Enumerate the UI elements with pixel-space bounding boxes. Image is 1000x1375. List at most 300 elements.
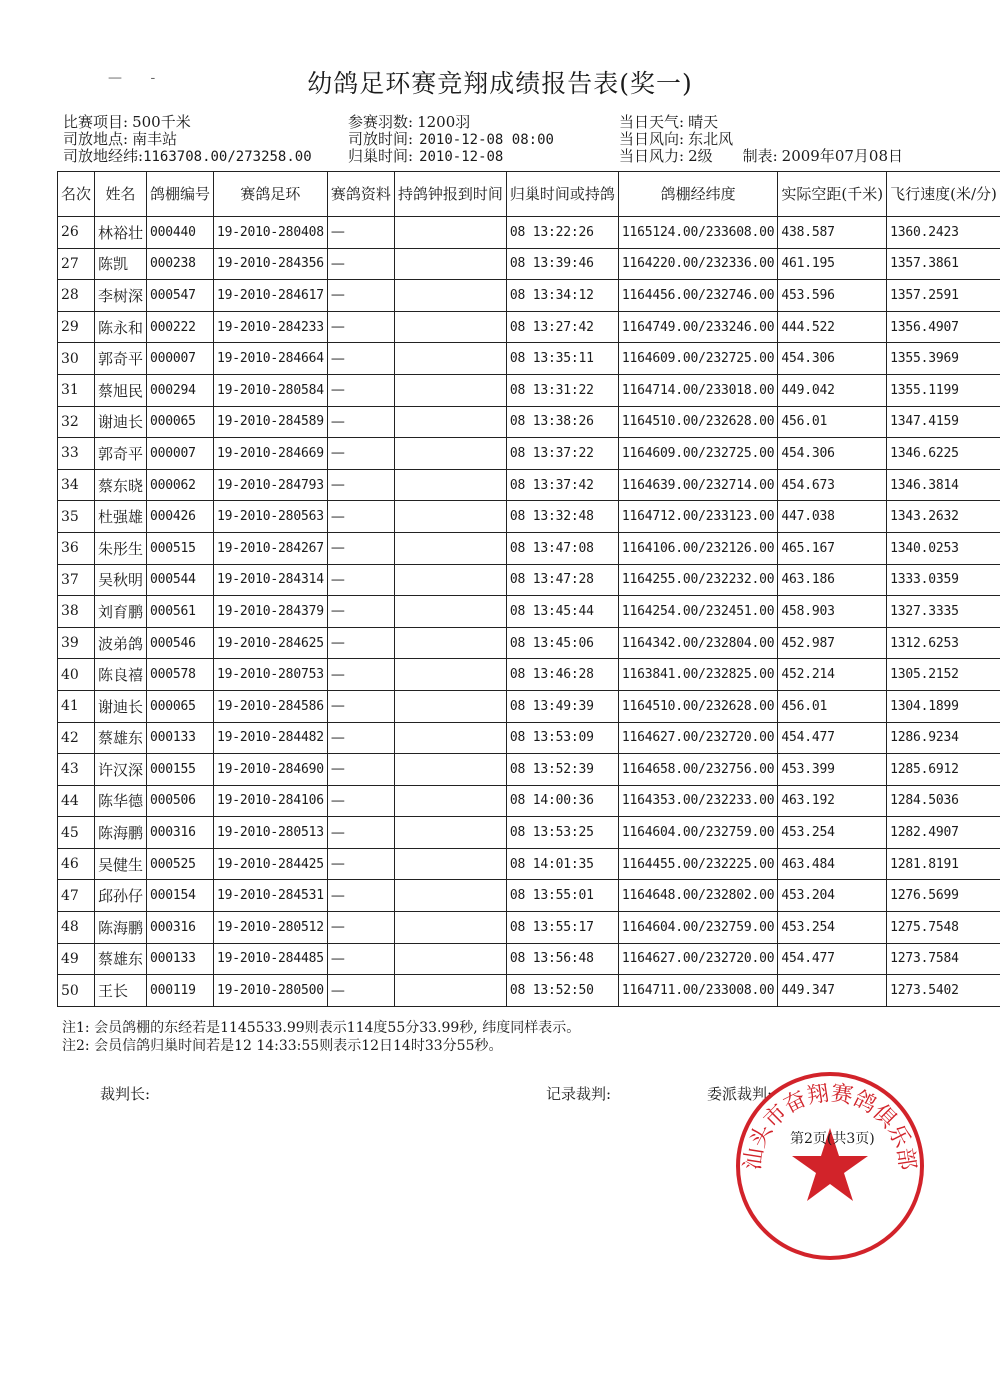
- table-row: [58, 343, 1000, 375]
- info-row: [619, 131, 903, 148]
- report-title: 幼鸽足环赛竞翔成绩报告表(奖一): [307, 69, 693, 98]
- cell-arrival-time: 08 13:46:28: [506, 659, 618, 691]
- cell-name: 刘育鹏: [95, 596, 147, 628]
- cell-arrival-time: 08 13:55:17: [506, 912, 618, 944]
- cell-ring: 19-2010-284617: [214, 280, 328, 312]
- cell-clock-time: [394, 848, 506, 880]
- cell-distance: 454.306: [778, 438, 887, 470]
- note-1: 注1: 会员鸽棚的东经若是1145533.99则表示114度55分33.99秒, 纬度同样表示。: [62, 1020, 581, 1036]
- cell-coordinates: 1164648.00/232802.00: [618, 880, 778, 912]
- cell-pigeon-info: —: [327, 627, 394, 659]
- cell-ring: 19-2010-284267: [214, 532, 328, 564]
- cell-rank: 32: [58, 406, 95, 438]
- cell-loft-no: 000506: [147, 785, 214, 817]
- cell-arrival-time: 08 13:31:22: [506, 374, 618, 406]
- cell-rank: 41: [58, 690, 95, 722]
- cell-clock-time: [394, 912, 506, 944]
- cell-loft-no: 000238: [147, 248, 214, 280]
- cell-arrival-time: 08 13:53:09: [506, 722, 618, 754]
- cell-arrival-time: 08 13:52:50: [506, 975, 618, 1007]
- cell-coordinates: 1164510.00/232628.00: [618, 690, 778, 722]
- cell-loft-no: 000062: [147, 469, 214, 501]
- cell-rank: 43: [58, 754, 95, 786]
- cell-distance: 447.038: [778, 501, 887, 533]
- cell-rank: 29: [58, 311, 95, 343]
- header-coordinates: 鸽棚经纬度: [618, 172, 778, 217]
- cell-distance: 452.987: [778, 627, 887, 659]
- cell-distance: 463.186: [778, 564, 887, 596]
- cell-pigeon-info: —: [327, 374, 394, 406]
- cell-arrival-time: 08 13:45:44: [506, 596, 618, 628]
- info-column-2: [348, 114, 554, 165]
- table-row: [58, 501, 1000, 533]
- info-value: 1200羽: [417, 113, 471, 131]
- cell-name: 蔡旭民: [95, 374, 147, 406]
- cell-arrival-time: 08 13:22:26: [506, 217, 618, 249]
- info-label: 当日风向:: [619, 130, 685, 148]
- info-row: [63, 131, 312, 148]
- cell-distance: 458.903: [778, 596, 887, 628]
- cell-loft-no: 000155: [147, 754, 214, 786]
- scan-artifact: — -: [108, 70, 168, 86]
- table-row: [58, 532, 1000, 564]
- cell-speed: 1355.3969: [887, 343, 1000, 375]
- cell-arrival-time: 08 13:49:39: [506, 690, 618, 722]
- cell-arrival-time: 08 13:32:48: [506, 501, 618, 533]
- cell-pigeon-info: —: [327, 880, 394, 912]
- cell-loft-no: 000546: [147, 627, 214, 659]
- table-row: [58, 438, 1000, 470]
- cell-speed: 1305.2152: [887, 659, 1000, 691]
- cell-pigeon-info: —: [327, 754, 394, 786]
- cell-speed: 1346.6225: [887, 438, 1000, 470]
- header-arrival-time: 归巢时间或持鸽: [506, 172, 618, 217]
- cell-loft-no: 000525: [147, 848, 214, 880]
- info-value: 1163708.00/273258.00: [143, 149, 312, 165]
- official-seal: [730, 1066, 930, 1266]
- cell-pigeon-info: —: [327, 343, 394, 375]
- cell-distance: 453.399: [778, 754, 887, 786]
- cell-distance: 453.254: [778, 912, 887, 944]
- cell-rank: 46: [58, 848, 95, 880]
- cell-loft-no: 000515: [147, 532, 214, 564]
- cell-distance: 461.195: [778, 248, 887, 280]
- table-row: [58, 469, 1000, 501]
- cell-rank: 28: [58, 280, 95, 312]
- cell-distance: 465.167: [778, 532, 887, 564]
- cell-coordinates: 1164510.00/232628.00: [618, 406, 778, 438]
- cell-ring: 19-2010-284531: [214, 880, 328, 912]
- cell-coordinates: 1164711.00/233008.00: [618, 975, 778, 1007]
- cell-speed: 1333.0359: [887, 564, 1000, 596]
- maker-label: 制表:: [742, 147, 778, 165]
- cell-distance: 456.01: [778, 406, 887, 438]
- cell-ring: 19-2010-280513: [214, 817, 328, 849]
- cell-ring: 19-2010-280753: [214, 659, 328, 691]
- cell-loft-no: 000065: [147, 690, 214, 722]
- cell-speed: 1281.8191: [887, 848, 1000, 880]
- info-row: [348, 148, 554, 165]
- table-row: [58, 374, 1000, 406]
- info-label: 当日风力:: [619, 147, 685, 165]
- cell-arrival-time: 08 13:47:28: [506, 564, 618, 596]
- cell-ring: 19-2010-284379: [214, 596, 328, 628]
- header-pigeon-info: 赛鸽资料: [327, 172, 394, 217]
- header-speed: 飞行速度(米/分): [887, 172, 1000, 217]
- table-row: [58, 248, 1000, 280]
- cell-clock-time: [394, 406, 506, 438]
- cell-clock-time: [394, 374, 506, 406]
- cell-coordinates: 1163841.00/232825.00: [618, 659, 778, 691]
- cell-rank: 50: [58, 975, 95, 1007]
- table-row: [58, 627, 1000, 659]
- cell-ring: 19-2010-284233: [214, 311, 328, 343]
- cell-rank: 33: [58, 438, 95, 470]
- info-value: 500千米: [132, 113, 191, 131]
- cell-pigeon-info: —: [327, 943, 394, 975]
- cell-pigeon-info: —: [327, 596, 394, 628]
- cell-ring: 19-2010-284314: [214, 564, 328, 596]
- header-rank: 名次: [58, 172, 95, 217]
- header-ring: 赛鸽足环: [214, 172, 328, 217]
- header-name: 姓名: [95, 172, 147, 217]
- cell-name: 蔡东晓: [95, 469, 147, 501]
- info-row: [348, 131, 554, 148]
- cell-loft-no: 000222: [147, 311, 214, 343]
- info-row: [348, 114, 554, 131]
- cell-distance: 453.596: [778, 280, 887, 312]
- appointed-judge-label: 委派裁判:: [707, 1085, 773, 1103]
- cell-speed: 1357.3861: [887, 248, 1000, 280]
- info-value: 2010-12-08 08:00: [419, 132, 554, 148]
- cell-coordinates: 1164455.00/232225.00: [618, 848, 778, 880]
- cell-speed: 1355.1199: [887, 374, 1000, 406]
- cell-name: 波弟鸽: [95, 627, 147, 659]
- cell-arrival-time: 08 13:53:25: [506, 817, 618, 849]
- cell-clock-time: [394, 501, 506, 533]
- info-row: [63, 114, 312, 131]
- cell-loft-no: 000007: [147, 438, 214, 470]
- cell-clock-time: [394, 817, 506, 849]
- cell-clock-time: [394, 469, 506, 501]
- cell-rank: 34: [58, 469, 95, 501]
- cell-coordinates: 1164342.00/232804.00: [618, 627, 778, 659]
- cell-loft-no: 000440: [147, 217, 214, 249]
- cell-speed: 1275.7548: [887, 912, 1000, 944]
- info-row: [619, 114, 903, 131]
- cell-clock-time: [394, 532, 506, 564]
- cell-pigeon-info: —: [327, 438, 394, 470]
- info-label: 司放时间:: [348, 130, 414, 148]
- cell-pigeon-info: —: [327, 311, 394, 343]
- cell-distance: 453.254: [778, 817, 887, 849]
- cell-rank: 47: [58, 880, 95, 912]
- cell-speed: 1343.2632: [887, 501, 1000, 533]
- cell-speed: 1346.3814: [887, 469, 1000, 501]
- chief-judge-label: 裁判长:: [100, 1085, 151, 1103]
- cell-coordinates: 1164604.00/232759.00: [618, 912, 778, 944]
- results-table: [57, 171, 1000, 1007]
- cell-clock-time: [394, 722, 506, 754]
- cell-name: 陈海鹏: [95, 912, 147, 944]
- cell-ring: 19-2010-284356: [214, 248, 328, 280]
- cell-pigeon-info: —: [327, 722, 394, 754]
- table-row: [58, 280, 1000, 312]
- cell-clock-time: [394, 627, 506, 659]
- cell-rank: 38: [58, 596, 95, 628]
- cell-name: 李树深: [95, 280, 147, 312]
- cell-ring: 19-2010-284664: [214, 343, 328, 375]
- cell-pigeon-info: —: [327, 564, 394, 596]
- cell-pigeon-info: —: [327, 817, 394, 849]
- cell-pigeon-info: —: [327, 406, 394, 438]
- cell-clock-time: [394, 438, 506, 470]
- info-label: 参赛羽数:: [348, 113, 414, 131]
- cell-ring: 19-2010-280584: [214, 374, 328, 406]
- cell-speed: 1327.3335: [887, 596, 1000, 628]
- cell-rank: 37: [58, 564, 95, 596]
- info-label: 司放地点:: [63, 130, 129, 148]
- cell-ring: 19-2010-284589: [214, 406, 328, 438]
- cell-arrival-time: 08 13:37:22: [506, 438, 618, 470]
- cell-name: 蔡雄东: [95, 722, 147, 754]
- cell-rank: 40: [58, 659, 95, 691]
- cell-clock-time: [394, 943, 506, 975]
- cell-ring: 19-2010-280500: [214, 975, 328, 1007]
- cell-name: 吴秋明: [95, 564, 147, 596]
- cell-speed: 1347.4159: [887, 406, 1000, 438]
- cell-distance: 449.042: [778, 374, 887, 406]
- cell-ring: 19-2010-284106: [214, 785, 328, 817]
- cell-arrival-time: 08 14:01:35: [506, 848, 618, 880]
- cell-distance: 444.522: [778, 311, 887, 343]
- cell-arrival-time: 08 13:39:46: [506, 248, 618, 280]
- seal-text: 汕头市奋翔赛鸽俱乐部: [740, 1081, 920, 1172]
- cell-loft-no: 000133: [147, 722, 214, 754]
- cell-loft-no: 000544: [147, 564, 214, 596]
- info-label: 当日天气:: [619, 113, 685, 131]
- cell-distance: 449.347: [778, 975, 887, 1007]
- cell-name: 陈永和: [95, 311, 147, 343]
- cell-speed: 1356.4907: [887, 311, 1000, 343]
- cell-pigeon-info: —: [327, 690, 394, 722]
- cell-arrival-time: 08 13:47:08: [506, 532, 618, 564]
- cell-loft-no: 000119: [147, 975, 214, 1007]
- cell-name: 蔡雄东: [95, 943, 147, 975]
- info-column-3: [619, 114, 903, 165]
- cell-arrival-time: 08 13:38:26: [506, 406, 618, 438]
- cell-clock-time: [394, 217, 506, 249]
- cell-name: 吴健生: [95, 848, 147, 880]
- cell-loft-no: 000316: [147, 912, 214, 944]
- table-row: [58, 912, 1000, 944]
- cell-ring: 19-2010-284425: [214, 848, 328, 880]
- table-row: [58, 975, 1000, 1007]
- cell-distance: 463.484: [778, 848, 887, 880]
- table-row: [58, 690, 1000, 722]
- cell-coordinates: 1164456.00/232746.00: [618, 280, 778, 312]
- cell-ring: 19-2010-284793: [214, 469, 328, 501]
- cell-distance: 452.214: [778, 659, 887, 691]
- info-value: 晴天: [688, 113, 719, 131]
- cell-clock-time: [394, 343, 506, 375]
- maker-date: 2009年07月08日: [781, 147, 904, 165]
- cell-clock-time: [394, 690, 506, 722]
- cell-clock-time: [394, 880, 506, 912]
- header-clock-time: 持鸽钟报到时间: [394, 172, 506, 217]
- cell-speed: 1282.4907: [887, 817, 1000, 849]
- table-row: [58, 659, 1000, 691]
- cell-coordinates: 1164627.00/232720.00: [618, 943, 778, 975]
- cell-distance: 456.01: [778, 690, 887, 722]
- cell-loft-no: 000294: [147, 374, 214, 406]
- cell-name: 邱孙仔: [95, 880, 147, 912]
- notes: [62, 1019, 580, 1055]
- cell-name: 许汉深: [95, 754, 147, 786]
- table-row: [58, 817, 1000, 849]
- cell-pigeon-info: —: [327, 217, 394, 249]
- cell-arrival-time: 08 13:27:42: [506, 311, 618, 343]
- table-header-row: [58, 172, 1000, 217]
- cell-speed: 1273.7584: [887, 943, 1000, 975]
- cell-name: 郭奇平: [95, 438, 147, 470]
- cell-clock-time: [394, 785, 506, 817]
- cell-distance: 454.673: [778, 469, 887, 501]
- table-row: [58, 943, 1000, 975]
- page-number: 第2页(共3页): [790, 1131, 875, 1147]
- cell-arrival-time: 08 13:37:42: [506, 469, 618, 501]
- info-value: 东北风: [688, 130, 734, 148]
- cell-rank: 36: [58, 532, 95, 564]
- cell-clock-time: [394, 280, 506, 312]
- cell-coordinates: 1164220.00/232336.00: [618, 248, 778, 280]
- cell-clock-time: [394, 564, 506, 596]
- cell-ring: 19-2010-284586: [214, 690, 328, 722]
- table-row: [58, 880, 1000, 912]
- cell-rank: 45: [58, 817, 95, 849]
- cell-speed: 1340.0253: [887, 532, 1000, 564]
- cell-speed: 1286.9234: [887, 722, 1000, 754]
- cell-pigeon-info: —: [327, 532, 394, 564]
- cell-name: 谢迪长: [95, 406, 147, 438]
- cell-name: 杜强雄: [95, 501, 147, 533]
- cell-ring: 19-2010-280563: [214, 501, 328, 533]
- cell-rank: 30: [58, 343, 95, 375]
- cell-name: 陈良禧: [95, 659, 147, 691]
- cell-pigeon-info: —: [327, 659, 394, 691]
- info-row: [619, 148, 903, 165]
- cell-pigeon-info: —: [327, 248, 394, 280]
- cell-distance: 453.204: [778, 880, 887, 912]
- cell-coordinates: 1164627.00/232720.00: [618, 722, 778, 754]
- cell-arrival-time: 08 13:55:01: [506, 880, 618, 912]
- table-row: [58, 564, 1000, 596]
- cell-name: 朱彤生: [95, 532, 147, 564]
- cell-name: 王长: [95, 975, 147, 1007]
- cell-arrival-time: 08 13:35:11: [506, 343, 618, 375]
- cell-ring: 19-2010-284625: [214, 627, 328, 659]
- cell-clock-time: [394, 754, 506, 786]
- info-label: 司放地经纬:: [63, 147, 144, 165]
- cell-ring: 19-2010-284669: [214, 438, 328, 470]
- cell-ring: 19-2010-284482: [214, 722, 328, 754]
- cell-clock-time: [394, 596, 506, 628]
- cell-coordinates: 1164106.00/232126.00: [618, 532, 778, 564]
- cell-pigeon-info: —: [327, 785, 394, 817]
- cell-name: 陈海鹏: [95, 817, 147, 849]
- cell-loft-no: 000007: [147, 343, 214, 375]
- cell-speed: 1276.5699: [887, 880, 1000, 912]
- cell-coordinates: 1164749.00/233246.00: [618, 311, 778, 343]
- info-label: 比赛项目:: [63, 113, 129, 131]
- info-value: 南丰站: [132, 130, 178, 148]
- info-value: 2010-12-08: [419, 149, 504, 165]
- results-body: [58, 217, 1000, 1007]
- cell-name: 陈凯: [95, 248, 147, 280]
- cell-speed: 1273.5402: [887, 975, 1000, 1007]
- cell-coordinates: 1164604.00/232759.00: [618, 817, 778, 849]
- cell-speed: 1284.5036: [887, 785, 1000, 817]
- cell-clock-time: [394, 311, 506, 343]
- cell-pigeon-info: —: [327, 912, 394, 944]
- cell-name: 陈华德: [95, 785, 147, 817]
- cell-clock-time: [394, 248, 506, 280]
- cell-clock-time: [394, 659, 506, 691]
- cell-rank: 26: [58, 217, 95, 249]
- table-row: [58, 754, 1000, 786]
- cell-clock-time: [394, 975, 506, 1007]
- cell-loft-no: 000065: [147, 406, 214, 438]
- cell-rank: 27: [58, 248, 95, 280]
- cell-name: 郭奇平: [95, 343, 147, 375]
- cell-ring: 19-2010-284690: [214, 754, 328, 786]
- cell-loft-no: 000561: [147, 596, 214, 628]
- table-row: [58, 406, 1000, 438]
- cell-loft-no: 000578: [147, 659, 214, 691]
- cell-ring: 19-2010-280512: [214, 912, 328, 944]
- table-row: [58, 596, 1000, 628]
- cell-arrival-time: 08 14:00:36: [506, 785, 618, 817]
- info-row: [63, 148, 312, 165]
- cell-pigeon-info: —: [327, 501, 394, 533]
- cell-distance: 438.587: [778, 217, 887, 249]
- cell-coordinates: 1164714.00/233018.00: [618, 374, 778, 406]
- note-2: 注2: 会员信鸽归巢时间若是12 14:33:55则表示12日14时33分55秒。: [62, 1038, 503, 1054]
- table-row: [58, 722, 1000, 754]
- cell-loft-no: 000316: [147, 817, 214, 849]
- cell-loft-no: 000133: [147, 943, 214, 975]
- cell-name: 谢迪长: [95, 690, 147, 722]
- cell-coordinates: 1164255.00/232232.00: [618, 564, 778, 596]
- cell-distance: 463.192: [778, 785, 887, 817]
- cell-rank: 49: [58, 943, 95, 975]
- cell-arrival-time: 08 13:52:39: [506, 754, 618, 786]
- cell-distance: 454.306: [778, 343, 887, 375]
- cell-coordinates: 1164353.00/232233.00: [618, 785, 778, 817]
- table-row: [58, 217, 1000, 249]
- cell-loft-no: 000547: [147, 280, 214, 312]
- cell-arrival-time: 08 13:45:06: [506, 627, 618, 659]
- cell-coordinates: 1165124.00/233608.00: [618, 217, 778, 249]
- cell-arrival-time: 08 13:34:12: [506, 280, 618, 312]
- record-judge-label: 记录裁判:: [546, 1085, 612, 1103]
- cell-loft-no: 000426: [147, 501, 214, 533]
- cell-speed: 1357.2591: [887, 280, 1000, 312]
- cell-coordinates: 1164658.00/232756.00: [618, 754, 778, 786]
- cell-speed: 1285.6912: [887, 754, 1000, 786]
- cell-rank: 35: [58, 501, 95, 533]
- cell-loft-no: 000154: [147, 880, 214, 912]
